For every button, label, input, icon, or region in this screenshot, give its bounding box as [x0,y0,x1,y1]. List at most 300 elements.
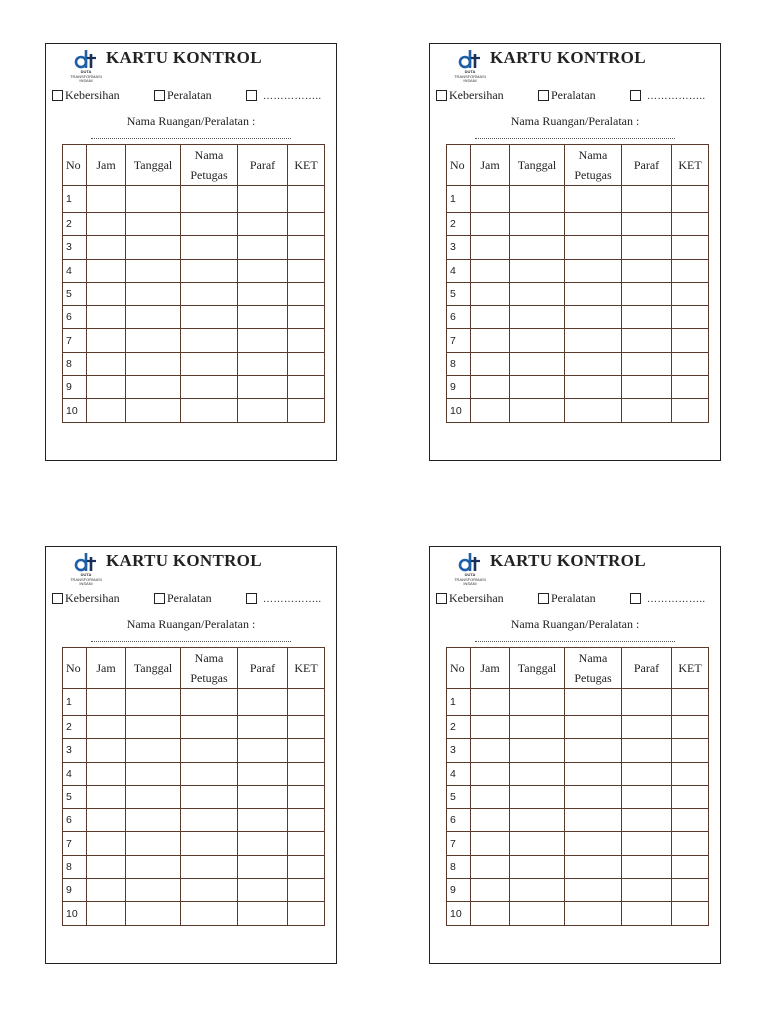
cell-jam[interactable] [87,855,126,878]
option-other[interactable] [246,591,322,607]
cell-ket[interactable] [672,689,709,716]
table-row [447,352,709,375]
table-row [447,855,709,878]
cell-tanggal[interactable] [510,352,565,375]
cell-nama-petugas[interactable] [181,879,238,902]
header-nama-line2: Petugas [574,671,612,685]
cell-no: 9 [63,376,87,399]
cell-tanggal[interactable] [126,186,181,213]
cell-jam[interactable] [471,689,510,716]
card-title: KARTU KONTROL [106,551,262,570]
cell-ket[interactable] [288,186,325,213]
cell-nama-petugas[interactable] [181,902,238,925]
company-logo [452,551,488,587]
cell-tanggal[interactable] [126,689,181,716]
cell-jam[interactable] [471,855,510,878]
cell-jam[interactable] [471,739,510,762]
cell-nama-petugas[interactable] [565,236,622,259]
checkbox-icon[interactable] [630,90,641,101]
cell-no: 8 [447,352,471,375]
cell-ket[interactable] [288,739,325,762]
control-table [446,647,709,926]
cell-nama-petugas[interactable] [181,785,238,808]
cell-tanggal[interactable] [510,236,565,259]
cell-tanggal[interactable] [126,236,181,259]
table-row [63,376,325,399]
cell-ket[interactable] [288,879,325,902]
cell-jam[interactable] [87,399,126,422]
room-equipment-label: Nama Ruangan/Peralatan : [510,617,640,631]
cell-jam[interactable] [87,689,126,716]
header-nama-petugas [181,648,238,689]
cell-paraf[interactable] [238,352,288,375]
table-row [447,879,709,902]
cell-ket[interactable] [672,352,709,375]
cell-paraf[interactable] [622,762,672,785]
cell-jam[interactable] [87,716,126,739]
cell-paraf[interactable] [238,236,288,259]
room-equipment-field[interactable] [475,635,675,642]
cell-paraf[interactable] [622,785,672,808]
cell-paraf[interactable] [238,259,288,282]
cell-ket[interactable] [672,259,709,282]
cell-ket[interactable] [672,376,709,399]
room-equipment-field[interactable] [91,132,291,139]
cell-jam[interactable] [471,902,510,925]
cell-jam[interactable] [471,879,510,902]
option-blank: …………….. [263,594,322,605]
cell-tanggal[interactable] [126,902,181,925]
cell-nama-petugas[interactable] [181,855,238,878]
cell-no: 2 [63,716,87,739]
header-nama-line1: Nama [578,651,608,665]
cell-tanggal[interactable] [126,855,181,878]
cell-jam[interactable] [87,879,126,902]
control-table [62,144,325,423]
header-jam: Jam [87,648,126,689]
header-paraf: Paraf [238,648,288,689]
cell-ket[interactable] [288,399,325,422]
cell-jam[interactable] [87,376,126,399]
cell-ket[interactable] [672,329,709,352]
cell-tanggal[interactable] [126,716,181,739]
checkbox-icon[interactable] [154,593,165,604]
cell-jam[interactable] [87,186,126,213]
cell-ket[interactable] [288,329,325,352]
option-kebersihan[interactable] [52,88,120,102]
cell-jam[interactable] [471,762,510,785]
cell-ket[interactable] [288,282,325,305]
cell-ket[interactable] [672,282,709,305]
cell-ket[interactable] [288,352,325,375]
table-row [63,902,325,925]
cell-ket[interactable] [672,306,709,329]
cell-paraf[interactable] [622,855,672,878]
cell-paraf[interactable] [238,716,288,739]
header-nama-line1: Nama [194,148,224,162]
header-ket: KET [672,145,709,186]
table-header-row [63,648,325,689]
cell-no: 1 [447,689,471,716]
checkbox-icon[interactable] [246,593,257,604]
cell-paraf[interactable] [622,716,672,739]
option-kebersihan[interactable] [436,88,504,102]
cell-ket[interactable] [288,213,325,236]
option-other[interactable] [630,591,706,607]
cell-nama-petugas[interactable] [565,855,622,878]
cell-nama-petugas[interactable] [565,213,622,236]
cell-tanggal[interactable] [126,329,181,352]
option-peralatan[interactable] [538,591,596,605]
cell-tanggal[interactable] [510,785,565,808]
cell-jam[interactable] [87,832,126,855]
cell-paraf[interactable] [622,186,672,213]
cell-paraf[interactable] [238,213,288,236]
cell-jam[interactable] [87,785,126,808]
cell-paraf[interactable] [238,762,288,785]
cell-nama-petugas[interactable] [181,259,238,282]
cell-jam[interactable] [471,236,510,259]
header-no: No [63,648,87,689]
option-label: Kebersihan [449,591,504,605]
cell-jam[interactable] [471,376,510,399]
option-peralatan[interactable] [154,88,212,102]
cell-jam[interactable] [471,329,510,352]
cell-paraf[interactable] [238,879,288,902]
cell-ket[interactable] [672,762,709,785]
cell-nama-petugas[interactable] [565,739,622,762]
cell-paraf[interactable] [238,399,288,422]
cell-nama-petugas[interactable] [565,352,622,375]
cell-jam[interactable] [87,762,126,785]
cell-paraf[interactable] [622,213,672,236]
cell-tanggal[interactable] [126,213,181,236]
table-row [447,186,709,213]
cell-paraf[interactable] [238,855,288,878]
cell-nama-petugas[interactable] [181,213,238,236]
table-row [447,376,709,399]
table-row [447,236,709,259]
cell-no: 7 [63,832,87,855]
cell-ket[interactable] [672,716,709,739]
cell-tanggal[interactable] [510,716,565,739]
cell-paraf[interactable] [238,376,288,399]
cell-paraf[interactable] [622,352,672,375]
cell-ket[interactable] [672,739,709,762]
room-equipment-field[interactable] [475,132,675,139]
cell-jam[interactable] [471,213,510,236]
cell-ket[interactable] [672,399,709,422]
cell-ket[interactable] [288,716,325,739]
cell-paraf[interactable] [622,259,672,282]
checkbox-icon[interactable] [538,90,549,101]
cell-ket[interactable] [288,762,325,785]
checkbox-icon[interactable] [630,593,641,604]
cell-tanggal[interactable] [126,259,181,282]
cell-jam[interactable] [87,329,126,352]
cell-paraf[interactable] [238,832,288,855]
cell-nama-petugas[interactable] [565,282,622,305]
cell-tanggal[interactable] [510,306,565,329]
cell-jam[interactable] [87,902,126,925]
table-row [447,329,709,352]
cell-nama-petugas[interactable] [181,329,238,352]
cell-ket[interactable] [288,832,325,855]
cell-nama-petugas[interactable] [565,716,622,739]
table-header-row [63,145,325,186]
cell-jam[interactable] [87,259,126,282]
cell-no: 1 [63,689,87,716]
cell-nama-petugas[interactable] [181,762,238,785]
cell-nama-petugas[interactable] [181,282,238,305]
cell-jam[interactable] [471,716,510,739]
cell-ket[interactable] [288,306,325,329]
option-label: Kebersihan [65,591,120,605]
table-header-row [447,145,709,186]
logo-line-1: DUTA [80,69,92,74]
cell-paraf[interactable] [238,186,288,213]
logo-mark-icon [68,551,104,573]
header-paraf: Paraf [622,145,672,186]
cell-no: 3 [63,236,87,259]
cell-ket[interactable] [672,902,709,925]
cell-nama-petugas[interactable] [565,902,622,925]
table-row [447,282,709,305]
cell-tanggal[interactable] [510,689,565,716]
cell-ket[interactable] [288,689,325,716]
cell-nama-petugas[interactable] [565,399,622,422]
cell-jam[interactable] [471,809,510,832]
cell-nama-petugas[interactable] [565,785,622,808]
header-jam: Jam [471,145,510,186]
cell-ket[interactable] [288,259,325,282]
option-peralatan[interactable] [538,88,596,102]
cell-jam[interactable] [471,399,510,422]
cell-paraf[interactable] [238,739,288,762]
cell-paraf[interactable] [622,902,672,925]
cell-ket[interactable] [672,832,709,855]
cell-jam[interactable] [471,785,510,808]
cell-no: 9 [447,376,471,399]
company-logo [452,48,488,84]
cell-ket[interactable] [672,855,709,878]
cell-ket[interactable] [288,236,325,259]
cell-paraf[interactable] [622,282,672,305]
cell-tanggal[interactable] [126,282,181,305]
cell-tanggal[interactable] [126,739,181,762]
cell-ket[interactable] [672,236,709,259]
cell-paraf[interactable] [622,376,672,399]
cell-paraf[interactable] [238,689,288,716]
cell-jam[interactable] [87,809,126,832]
table-row [63,259,325,282]
cell-nama-petugas[interactable] [565,809,622,832]
table-row [447,213,709,236]
cell-tanggal[interactable] [126,306,181,329]
logo-line-3: INSANI [463,581,477,586]
cell-paraf[interactable] [622,399,672,422]
cell-nama-petugas[interactable] [565,186,622,213]
cell-jam[interactable] [471,259,510,282]
cell-tanggal[interactable] [126,352,181,375]
table-row [447,809,709,832]
logo-line-3: INSANI [463,78,477,83]
checkbox-icon[interactable] [436,593,447,604]
option-other[interactable] [630,88,706,104]
cell-nama-petugas[interactable] [181,689,238,716]
cell-paraf[interactable] [622,739,672,762]
cell-no: 6 [63,809,87,832]
checkbox-icon[interactable] [52,90,63,101]
cell-paraf[interactable] [622,306,672,329]
cell-jam[interactable] [471,186,510,213]
cell-paraf[interactable] [238,282,288,305]
cell-no: 2 [63,213,87,236]
table-row [63,399,325,422]
cell-jam[interactable] [87,739,126,762]
cell-no: 5 [447,785,471,808]
cell-no: 5 [63,785,87,808]
cell-nama-petugas[interactable] [565,832,622,855]
cell-paraf[interactable] [622,832,672,855]
cell-tanggal[interactable] [126,376,181,399]
option-peralatan[interactable] [154,591,212,605]
cell-paraf[interactable] [622,329,672,352]
cell-no: 3 [447,739,471,762]
cell-tanggal[interactable] [510,376,565,399]
option-label: Peralatan [551,88,596,102]
cell-ket[interactable] [288,902,325,925]
cell-nama-petugas[interactable] [181,399,238,422]
cell-no: 4 [63,259,87,282]
cell-no: 7 [447,329,471,352]
cell-ket[interactable] [288,809,325,832]
cell-ket[interactable] [672,809,709,832]
cell-tanggal[interactable] [510,879,565,902]
cell-nama-petugas[interactable] [565,306,622,329]
cell-tanggal[interactable] [510,762,565,785]
cell-jam[interactable] [471,282,510,305]
option-blank: …………….. [647,594,706,605]
checkbox-icon[interactable] [246,90,257,101]
header-no: No [63,145,87,186]
checkbox-icon[interactable] [154,90,165,101]
cell-jam[interactable] [87,236,126,259]
cell-tanggal[interactable] [510,399,565,422]
cell-paraf[interactable] [238,329,288,352]
cell-no: 4 [447,259,471,282]
header-tanggal: Tanggal [126,648,181,689]
cell-nama-petugas[interactable] [565,762,622,785]
cell-tanggal[interactable] [510,329,565,352]
cell-nama-petugas[interactable] [181,236,238,259]
cell-tanggal[interactable] [510,832,565,855]
cell-jam[interactable] [471,306,510,329]
cell-tanggal[interactable] [510,902,565,925]
room-equipment-field[interactable] [91,635,291,642]
cell-jam[interactable] [87,282,126,305]
cell-nama-petugas[interactable] [181,716,238,739]
cell-jam[interactable] [87,213,126,236]
header-paraf: Paraf [622,648,672,689]
cell-nama-petugas[interactable] [181,306,238,329]
cell-nama-petugas[interactable] [565,689,622,716]
cell-paraf[interactable] [238,785,288,808]
table-row [63,716,325,739]
company-logo [68,48,104,84]
cell-ket[interactable] [288,376,325,399]
cell-jam[interactable] [87,306,126,329]
cell-nama-petugas[interactable] [565,259,622,282]
cell-ket[interactable] [672,879,709,902]
cell-ket[interactable] [288,855,325,878]
cell-ket[interactable] [672,186,709,213]
cell-tanggal[interactable] [126,762,181,785]
cell-tanggal[interactable] [510,186,565,213]
option-label: Kebersihan [449,88,504,102]
cell-paraf[interactable] [238,809,288,832]
cell-jam[interactable] [471,352,510,375]
cell-nama-petugas[interactable] [181,352,238,375]
option-kebersihan[interactable] [52,591,120,605]
cell-tanggal[interactable] [510,213,565,236]
cell-no: 1 [447,186,471,213]
cell-jam[interactable] [87,352,126,375]
control-card [429,546,721,964]
cell-ket[interactable] [672,213,709,236]
cell-ket[interactable] [288,785,325,808]
header-paraf: Paraf [238,145,288,186]
cell-nama-petugas[interactable] [565,879,622,902]
cell-nama-petugas[interactable] [181,376,238,399]
cell-tanggal[interactable] [510,739,565,762]
cell-nama-petugas[interactable] [565,376,622,399]
cell-tanggal[interactable] [510,259,565,282]
cell-nama-petugas[interactable] [181,832,238,855]
cell-nama-petugas[interactable] [181,186,238,213]
table-row [63,236,325,259]
cell-paraf[interactable] [622,689,672,716]
cell-paraf[interactable] [622,809,672,832]
cell-tanggal[interactable] [126,832,181,855]
cell-tanggal[interactable] [510,809,565,832]
cell-paraf[interactable] [622,879,672,902]
cell-tanggal[interactable] [126,809,181,832]
header-ket: KET [288,648,325,689]
cell-jam[interactable] [471,832,510,855]
cell-tanggal[interactable] [126,785,181,808]
cell-paraf[interactable] [238,306,288,329]
cell-nama-petugas[interactable] [565,329,622,352]
cell-nama-petugas[interactable] [181,739,238,762]
cell-tanggal[interactable] [510,282,565,305]
cell-nama-petugas[interactable] [181,809,238,832]
cell-paraf[interactable] [238,902,288,925]
cell-tanggal[interactable] [510,855,565,878]
cell-tanggal[interactable] [126,879,181,902]
option-other[interactable] [246,88,322,104]
cell-tanggal[interactable] [126,399,181,422]
checkbox-icon[interactable] [538,593,549,604]
cell-paraf[interactable] [622,236,672,259]
option-kebersihan[interactable] [436,591,504,605]
checkbox-icon[interactable] [52,593,63,604]
checkbox-icon[interactable] [436,90,447,101]
cell-ket[interactable] [672,785,709,808]
table-row [63,282,325,305]
logo-line-2: TRANSFORMASI [70,576,102,582]
cell-no: 8 [63,352,87,375]
